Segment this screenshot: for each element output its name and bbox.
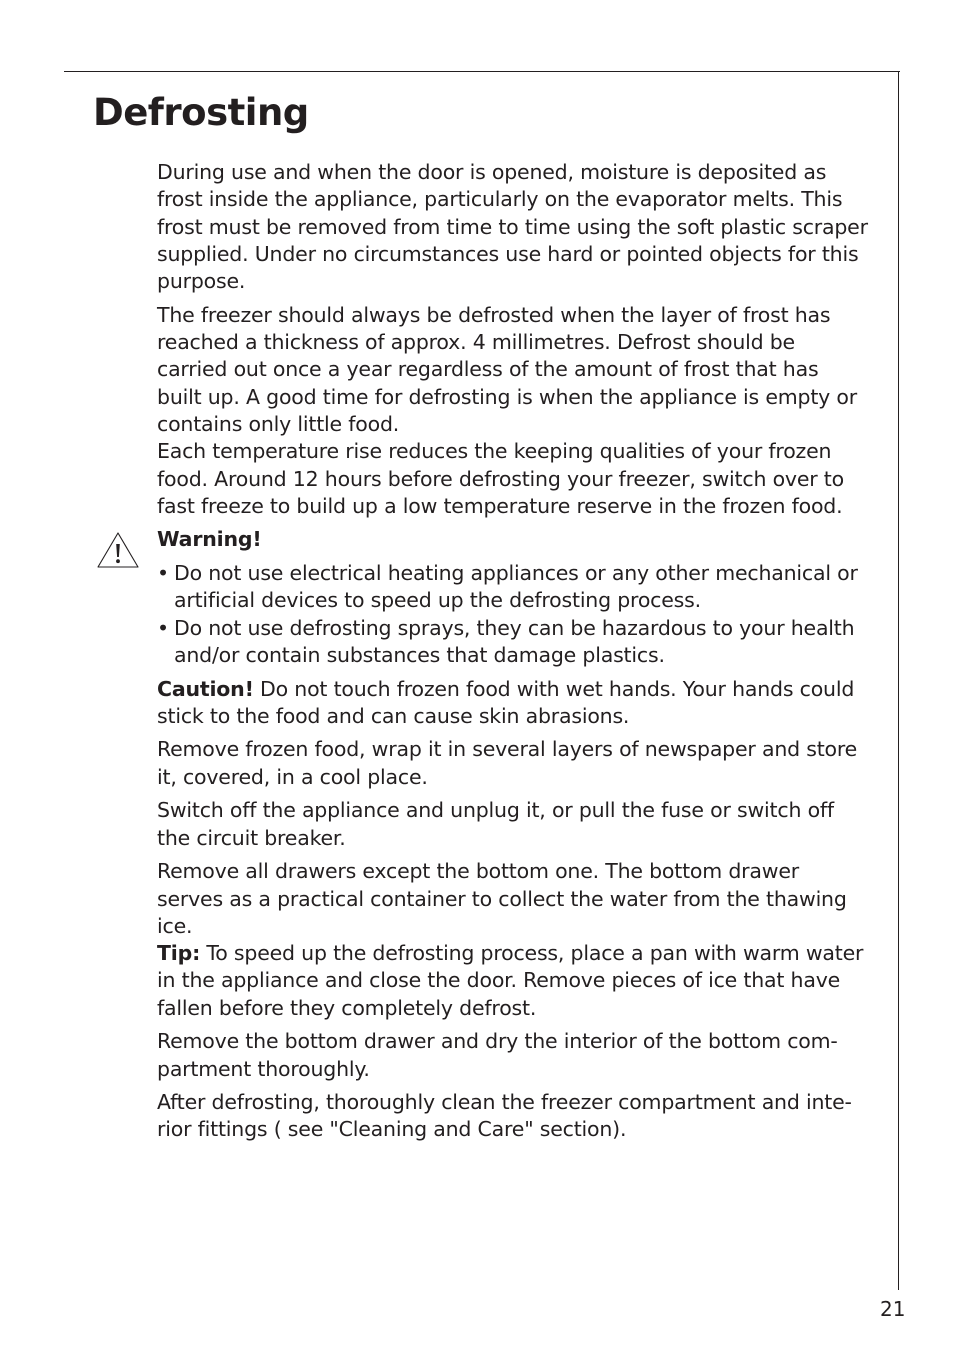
page-number: 21: [880, 1297, 906, 1321]
caution-paragraph: [157, 676, 869, 731]
tip-label: Tip:: [157, 941, 201, 966]
tip-paragraph: [157, 940, 869, 1022]
page-title: Defrosting: [93, 91, 309, 134]
drawers-paragraph: Remove all drawers except the bottom one. The bottom drawer serves as a practical container to collect the water from the thawing ice.: [157, 859, 847, 938]
warning-item: [157, 615, 869, 670]
caution-label: Caution!: [157, 676, 254, 701]
switch-off-paragraph: Switch off the appliance and unplug it, or pull the fuse or switch off the circuit breaker.: [157, 798, 834, 850]
warning-triangle-icon: [96, 531, 140, 569]
after-defrosting-paragraph: After defrosting, thoroughly clean the freezer compartment and inte-rior fittings ( see "Cleaning and Care" section).: [157, 1090, 852, 1142]
tip-text: To speed up the defrosting process, place a pan with warm water in the appliance and close the door. Remove pieces of ice that have fallen before they completely defrost.: [157, 941, 864, 1020]
warning-title: Warning!: [157, 527, 262, 552]
right-margin-rule: [898, 71, 899, 1290]
top-rule: [64, 71, 900, 72]
bullet-symbol: •: [157, 561, 169, 586]
bullet-symbol: •: [157, 615, 169, 640]
warning-list: [157, 560, 869, 669]
main-content: [157, 159, 869, 1150]
remove-food-paragraph: Remove frozen food, wrap it in several layers of newspaper and store it, covered, in a cool place.: [157, 737, 858, 789]
warning-item-text: Do not use electrical heating appliances or any other mechanical or artificial devices to speed up the defrosting process.: [174, 561, 858, 613]
caution-text: Do not touch frozen food with wet hands. Your hands could stick to the food and can cause skin abrasions.: [157, 676, 855, 728]
dry-interior-paragraph: Remove the bottom drawer and dry the interior of the bottom com-partment thoroughly.: [157, 1029, 838, 1081]
intro-paragraph-2: The freezer should always be defrosted when the layer of frost has reached a thickness of approx. 4 millimetres. Defrost should be carried out once a year regardless of the amount of frost that has built up. A good time for defrosting is when the appliance is empty or contains only little food.: [157, 302, 857, 436]
warning-item: [157, 560, 869, 615]
intro-paragraph-3: Each temperature rise reduces the keeping qualities of your frozen food. Around 12 hours before defrosting your freezer, switch over to fast freeze to build up a low temperature reserve in the frozen food.: [157, 439, 844, 518]
warning-item-text: Do not use defrosting sprays, they can be hazardous to your health and/or contain substances that damage plastics.: [174, 615, 855, 667]
intro-paragraph-1: During use and when the door is opened, moisture is deposited as frost inside the appliance, particularly on the evaporator melts. This frost must be removed from time to time using the soft plastic scraper supplied. Under no circumstances use hard or pointed objects for this purpose.: [157, 160, 868, 294]
